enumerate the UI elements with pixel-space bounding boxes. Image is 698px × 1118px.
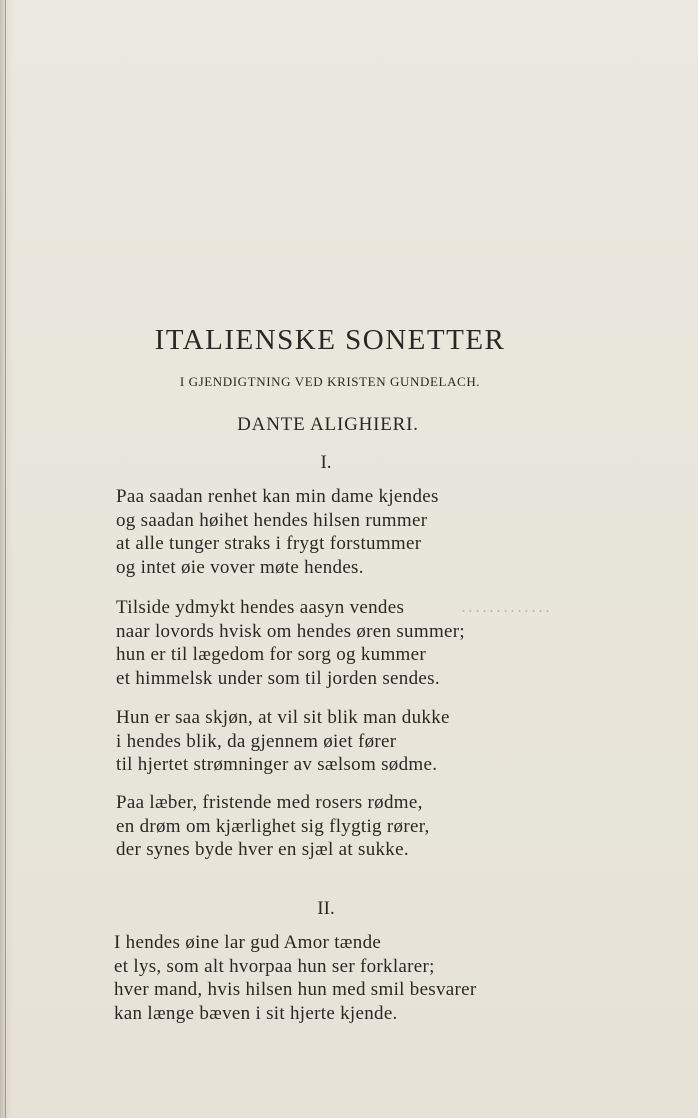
stanza <box>116 596 465 690</box>
verse-line: i hendes blik, da gjennem øiet fører <box>116 730 397 752</box>
verse-line: I hendes øine lar gud Amor tænde <box>114 932 382 953</box>
verse-line: Paa læber, fristende med rosers rødme, <box>116 792 423 813</box>
verse-line: et lys, som alt hvorpaa hun ser forklarer; <box>114 955 435 977</box>
verse-line: Tilside ydmykt hendes aasyn vendes <box>116 597 405 618</box>
sonnet-number: I. <box>320 452 332 473</box>
verse-line: til hjertet strømninger av sælsom sødme. <box>116 754 438 775</box>
verse-line: hver mand, hvis hilsen hun med smil besvarer <box>114 979 477 1000</box>
verse-line: der synes byde hver en sjæl at sukke. <box>116 839 409 860</box>
page-gutter <box>5 0 6 1118</box>
sonnet-number: II. <box>317 898 335 919</box>
faint-dotted-mark <box>460 610 550 612</box>
verse-line: naar lovords hvisk om hendes øren summer; <box>116 620 465 642</box>
verse-line: kan længe bæven i sit hjerte kjende. <box>114 1002 398 1024</box>
verse-line: og saadan høihet hendes hilsen rummer <box>116 509 428 531</box>
verse-line: en drøm om kjærlighet sig flygtig rører, <box>116 815 430 837</box>
translator-credit: I GJENDIGTNING VED KRISTEN GUNDELACH. <box>179 374 481 389</box>
verse-line: hun er til lægedom for sorg og kummer <box>116 644 426 665</box>
stanza <box>114 931 477 1025</box>
stanza <box>116 485 439 579</box>
verse-line: Hun er saa skjøn, at vil sit blik man dukke <box>116 707 450 728</box>
stanza <box>116 791 430 862</box>
verse-line: at alle tunger straks i frygt forstummer <box>116 533 422 554</box>
verse-line: et himmelsk under som til jorden sendes. <box>116 667 440 689</box>
stanza <box>116 706 450 777</box>
author-heading: DANTE ALIGHIERI. <box>237 414 419 435</box>
verse-line: Paa saadan renhet kan min dame kjendes <box>116 486 439 507</box>
verse-line: og intet øie vover møte hendes. <box>116 556 364 578</box>
page-title: ITALIENSKE SONETTER <box>154 324 506 356</box>
